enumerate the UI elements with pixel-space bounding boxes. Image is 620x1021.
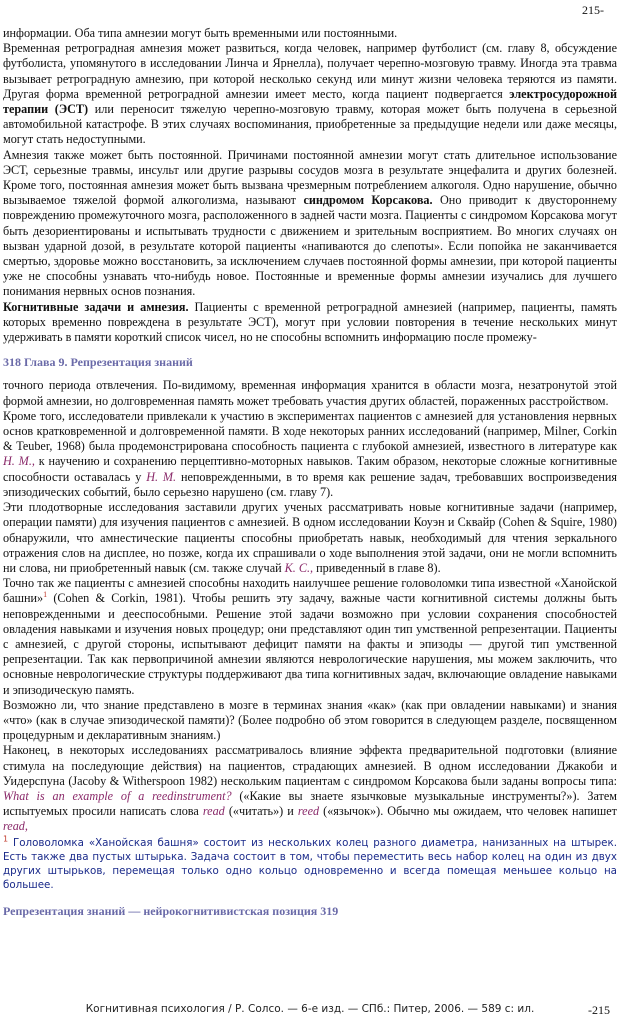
text: («язычок»). Обычно мы ожидаем, что человек напишет <box>319 804 617 819</box>
text: Наконец, в некоторых исследованиях рассматривалось влияние эффекта предварительной подготовки (влияние стимула на последующие действия) на пациентов, страдающих амнезией. В одном исследовании Джакоби и Уидерспуна (Jacoby & Witherspoon 1982) нескольким пациентам с синдромом Корсакова были заданы вопросы типа: <box>3 743 617 788</box>
text: точного периода отвлечения. По-видимому, временная информация хранится в области мозга, незатронутой этой формой амнезии, но долговременная память может требовать участия других областей, пораженных расстройством. <box>3 378 617 408</box>
patient-name: К. С., <box>284 560 314 575</box>
paragraph <box>3 41 617 147</box>
text: к научению и сохранению перцептивно-моторных навыков. Таким образом, некоторые сложные когнитивные способности оставалась у <box>3 454 617 484</box>
text: («читать») и <box>224 804 298 819</box>
text: или переносит тяжелую черепно-мозговую травму, которая может быть получена в серьезной автомобильной катастрофе. В этих случаях воспоминания, приобретенные за предыдущие недели или даже месяцы, могут стать недоступными. <box>3 102 617 147</box>
text: Оно приводит к двустороннему повреждению промежуточного мозга, расположенного в задней части мозга. Пациенты с синдромом Корсакова могут быть дезориентированы и испытывать трудности с движением и зрительным восприятием. Во многих случаях он вызван ударной дозой, в результате которой пациенты «напиваются до слепоты». Если попойка не заканчивается смертью, здоровье можно восстановить, за исключением случаев постоянной формы амнезии, при которой пациенты уже не способны узнавать что-нибудь новое. Постоянные и временные формы амнезии изучались для лучшего понимания нервных основ познания. <box>3 193 617 299</box>
text: приведенный в главе 8). <box>313 560 441 575</box>
english-quote: What is an example of a reedinstrument? <box>3 788 232 803</box>
footnote-reference[interactable]: 1 <box>43 590 48 600</box>
english-word: read <box>202 804 225 819</box>
text: информации. Оба типа амнезии могут быть временными или постоянными. <box>3 26 398 40</box>
footnote <box>3 836 617 893</box>
footnote-mark: 1 <box>3 834 9 844</box>
term-bold: электросудорожной терапии (ЭСТ) <box>3 86 617 117</box>
text: неповрежденными, в то время как решение задач, требовавших воспроизведения эпизодических событий, было серьезно нарушено (см. главу 7). <box>3 469 617 499</box>
paragraph <box>3 409 617 500</box>
page-content <box>3 26 617 920</box>
text: Точно так же пациенты с амнезией способны находить наилучшее решение головоломки типа известной «Ханойской башни» <box>3 576 617 606</box>
patient-name: Н. М. <box>146 469 177 484</box>
running-header-bottom: Репрезентация знаний — нейрокогнитивистская позиция 319 <box>3 904 339 919</box>
paragraph <box>3 743 617 834</box>
paragraph <box>3 698 617 744</box>
text: Временная ретроградная амнезия может развиться, когда человек, например футболист (см. главу 8, обсуждение футболиста, упомянутого в исследовании Линча и Ярнелла), получает черепно-мозговую травму. Иногда эта травма вызывает ретроградную амнезию, при которой несколько секунд или минут жизни человека теряются из памяти. Другая форма временной ретроградной амнезии имеет место, когда пациент подвергается <box>3 41 617 101</box>
paragraph <box>3 500 617 576</box>
term-bold: синдромом Корсакова. <box>303 193 433 208</box>
english-word: reed <box>297 804 320 819</box>
paragraph <box>3 148 617 300</box>
text: («Какие вы знаете язычковые музыкальные инструменты?»). Затем испытуемых просили написать слова <box>3 788 618 819</box>
paragraph <box>3 378 617 408</box>
english-word: read, <box>3 819 28 834</box>
text: Возможно ли, что знание представлено в мозге в терминах знания «как» (как при овладении навыками) и знания «что» (как в случае эпизодической памяти)? (Более подробно об этом говорится в следующем разделе, посвященном процедурным и декларативным знаниям.) <box>3 697 617 743</box>
subsection-title: Когнитивные задачи и амнезия. <box>3 299 189 314</box>
footnote-text: Головоломка «Ханойская башня» состоит из нескольких колец разного диаметра, нанизанных на штырек. Есть также два пустых штырька. Задача состоит в том, чтобы переместить весь набор колец на один из двух других штырьков, перемещая только одно кольцо одновременно и всегда помещая меньшее кольцо на большее. <box>3 836 617 892</box>
paragraph <box>3 26 617 41</box>
running-header: 318 Глава 9. Репрезентация знаний <box>3 355 193 370</box>
text: Кроме того, исследователи привлекали к участию в экспериментах пациентов с амнезией для установления нервных основ кратковременной и долговременной памяти. В ходе некоторых ранних исследований (например, Milner, Corkin & Teuber, 1968) была продемонстрирована способность пациента с глубокой амнезией, известного в литературе как <box>3 408 617 454</box>
text: Эти плодотворные исследования заставили других ученых рассматривать новые когнитивные задачи (например, операции памяти) для изучения пациентов с амнезией. В одном исследовании Коуэн и Сквайр (Cohen & Squire, 1980) обнаружили, что амнестические пациенты способны приобретать навык, необходимый для чтения зеркального отражения слов на дисплее, но позже, когда их спрашивали о ходе выполнения этой задачи, они не могли вспомнить ни слова, ни приобретенный навык (см. также случай <box>3 500 617 575</box>
patient-name: Н. М., <box>3 454 35 469</box>
page-number-top: 215- <box>582 3 604 17</box>
text: Амнезия также может быть постоянной. Причинами постоянной амнезии могут стать длительное использование ЭСТ, серьезные травмы, инсульт или другие разрывы сосудов мозга в результате энцефалита и других болезней. Кроме того, постоянная амнезия может быть вызвана чрезмерным потреблением алкоголя. Одно нарушение, обычно вызываемое тяжелой формой алкоголизма, называют <box>3 147 617 208</box>
paragraph <box>3 300 617 346</box>
citation-footer: Когнитивная психология / Р. Солсо. — 6-е изд. — СПб.: Питер, 2006. — 589 с: ил. <box>85 1003 535 1015</box>
paragraph <box>3 576 617 698</box>
page-number-bottom: -215 <box>588 1003 610 1017</box>
text: Пациенты с временной ретроградной амнезией (например, пациенты, память которых временно повреждена в результате ЭСТ), могут при условии повторения в течение нескольких минут удерживать в памяти короткий список чисел, но не способны вспомнить информацию после промежу- <box>3 299 617 345</box>
text: (Cohen & Corkin, 1981). Чтобы решить эту задачу, важные части когнитивной системы должны быть неповрежденными и дееспособными. Решение этой задачи возможно при условии сохранения способностей овладения навыками и изучения новых процедур; они представляют один тип умственной репрезентации. Пациенты с амнезией, с другой стороны, испытывают дефицит памяти на факты и эпизоды — другой тип умственной репрезентации. Так как первопричиной амнезии являются неврологические нарушения, мы можем заключить, что основные неврологические структуры поддерживают два типа когнитивных задач, включающие овладение навыками и эпизодическую память. <box>3 591 617 697</box>
